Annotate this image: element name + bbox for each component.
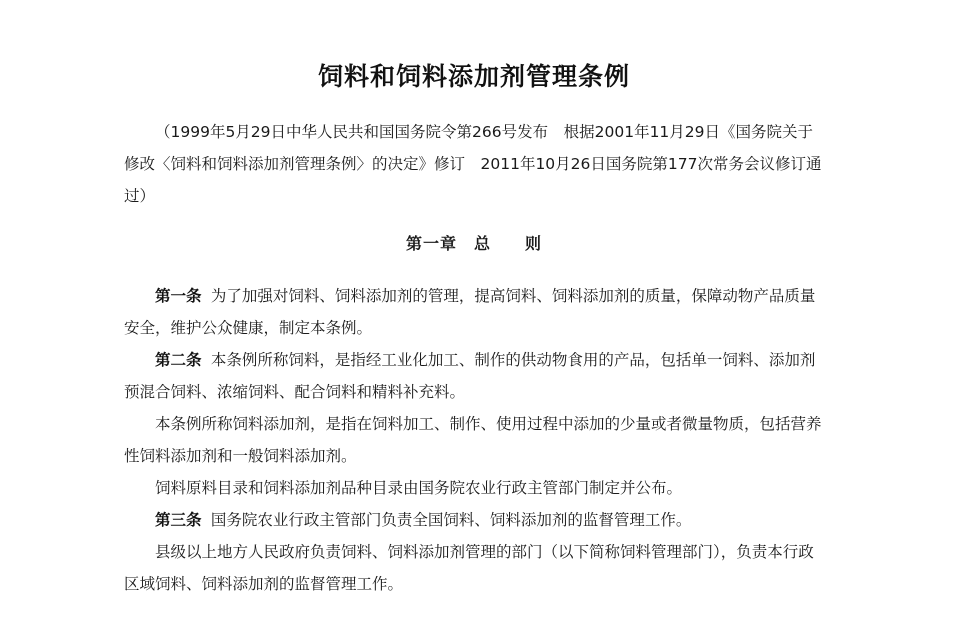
chapter-heading: 第一章 总 则 <box>405 234 542 253</box>
article-text: 饲料原料目录和饲料添加剂品种目录由国务院农业行政主管部门制定并公布。 <box>155 479 683 497</box>
article-paragraph <box>124 536 824 600</box>
document-title: 饲料和饲料添加剂管理条例 <box>317 62 630 91</box>
article-text: 县级以上地方人民政府负责饲料、饲料添加剂管理的部门（以下简称饲料管理部门），负责本行政区域饲料、饲料添加剂的监督管理工作。 <box>124 543 814 593</box>
article-text: 本条例所称饲料，是指经工业化加工、制作的供动物食用的产品，包括单一饲料、添加剂预混合饲料、浓缩饲料、配合饲料和精料补充料。 <box>124 351 816 401</box>
article-paragraph <box>124 504 824 536</box>
document-page <box>124 60 824 600</box>
article-text: 为了加强对饲料、饲料添加剂的管理，提高饲料、饲料添加剂的质量，保障动物产品质量安全，维护公众健康，制定本条例。 <box>124 287 816 337</box>
article-number: 第一条 <box>155 287 202 305</box>
article-paragraph <box>124 408 824 472</box>
article-number: 第三条 <box>155 511 202 529</box>
article-paragraph <box>124 344 824 408</box>
preamble-note: （1999年5月29日中华人民共和国国务院令第266号发布 根据2001年11月29日《国务院关于修改〈饲料和饲料添加剂管理条例〉的决定》修订 2011年10月26日国务院第177次常务会议修订通过） <box>124 123 822 205</box>
article-number: 第二条 <box>155 351 202 369</box>
article-text: 本条例所称饲料添加剂，是指在饲料加工、制作、使用过程中添加的少量或者微量物质，包括营养性饲料添加剂和一般饲料添加剂。 <box>124 415 822 465</box>
article-paragraph <box>124 472 824 504</box>
article-paragraph <box>124 280 824 344</box>
article-text: 国务院农业行政主管部门负责全国饲料、饲料添加剂的监督管理工作。 <box>210 511 692 529</box>
